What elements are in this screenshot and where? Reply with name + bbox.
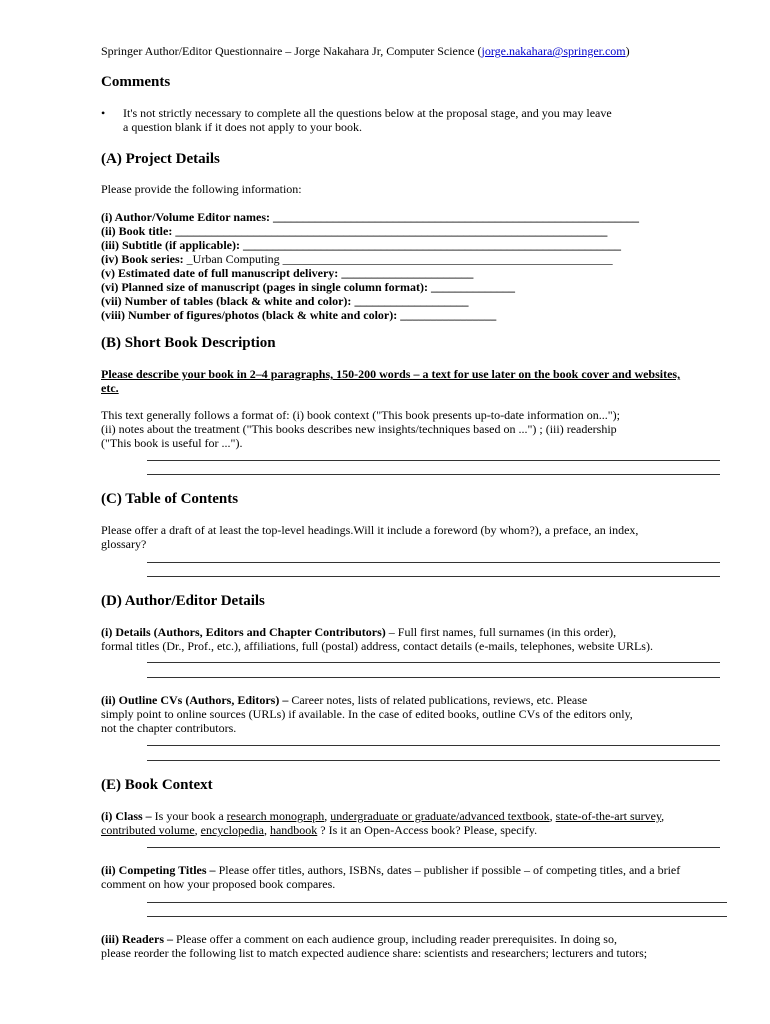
delivery-date-field[interactable]: (v) Estimated date of full manuscript delivery: ______________________ bbox=[101, 266, 474, 280]
section-a-heading: (A) Project Details bbox=[101, 151, 220, 167]
book-series-field[interactable]: (iv) Book series: _Urban Computing _______________________________________________________ bbox=[101, 252, 613, 266]
header-prefix: Springer Author/Editor Questionnaire – Jorge Nakahara Jr, Computer Science ( bbox=[101, 44, 482, 58]
readers-paragraph: (iii) Readers – Please offer a comment on each audience group, including reader prerequisites. In doing so, please reorder the following list to match expected audience share: scientists and researchers; lecturers and tutors; bbox=[101, 932, 648, 960]
competing-titles-paragraph: (ii) Competing Titles – Please offer titles, authors, ISBNs, dates – publisher if possible – of competing titles, and a brief comment on how your proposed book compares. bbox=[101, 863, 681, 891]
answer-line[interactable] bbox=[147, 847, 720, 848]
book-series-value: _Urban Computing bbox=[186, 252, 280, 266]
section-e-heading: (E) Book Context bbox=[101, 777, 213, 793]
comments-line-2: a question blank if it does not apply to your book. bbox=[123, 120, 362, 134]
section-c-body: Please offer a draft of at least the top-level headings.Will it include a foreword (by whom?), a preface, an index, glossary? bbox=[101, 523, 639, 551]
competing-titles-label: (ii) Competing Titles – bbox=[101, 863, 216, 877]
answer-line[interactable] bbox=[147, 902, 727, 903]
section-c-heading: (C) Table of Contents bbox=[101, 491, 239, 507]
manuscript-size-field[interactable]: (vi) Planned size of manuscript (pages in single column format): ______________ bbox=[101, 280, 515, 294]
answer-line[interactable] bbox=[147, 474, 720, 475]
answer-line[interactable] bbox=[147, 745, 720, 746]
comments-heading: Comments bbox=[101, 74, 171, 90]
answer-line[interactable] bbox=[147, 916, 727, 917]
details-label: (i) Details (Authors, Editors and Chapter Contributors) bbox=[101, 625, 386, 639]
outline-cv-paragraph: (ii) Outline CVs (Authors, Editors) – Career notes, lists of related publications, reviews, etc. Please simply point to online sources (URLs) if available. In the case of edited books, outline CVs of the editors only, not the chapter contributors. bbox=[101, 693, 633, 735]
class-paragraph: (i) Class – Is your book a research monograph, undergraduate or graduate/advanced textbook, state-of-the-art survey, contributed volume, encyclopedia, handbook ? Is it an Open-Access book? Please, specify. bbox=[101, 809, 665, 837]
project-details-fields bbox=[101, 210, 639, 322]
author-names-field[interactable]: (i) Author/Volume Editor names: _____________________________________________________________ bbox=[101, 210, 640, 224]
answer-line[interactable] bbox=[147, 460, 720, 461]
section-a-intro: Please provide the following information: bbox=[101, 182, 302, 196]
answer-line[interactable] bbox=[147, 562, 720, 563]
author-email-link[interactable]: jorge.nakahara@springer.com bbox=[481, 44, 626, 58]
outline-cv-label: (ii) Outline CVs (Authors, Editors) – bbox=[101, 693, 289, 707]
section-b-instruction: Please describe your book in 2–4 paragraphs, 150-200 words – a text for use later on the book cover and websites, etc. bbox=[101, 367, 681, 395]
tables-count-field[interactable]: (vii) Number of tables (black & white and color): ___________________ bbox=[101, 294, 469, 308]
answer-line[interactable] bbox=[147, 662, 720, 663]
section-d-heading: (D) Author/Editor Details bbox=[101, 593, 265, 609]
class-option-handbook[interactable]: handbook bbox=[269, 823, 318, 837]
class-option-textbook[interactable]: undergraduate or graduate/advanced textbook bbox=[330, 809, 550, 823]
class-option-survey[interactable]: state-of-the-art survey bbox=[555, 809, 662, 823]
section-b-heading: (B) Short Book Description bbox=[101, 335, 276, 351]
answer-line[interactable] bbox=[147, 576, 720, 577]
bullet-icon: • bbox=[101, 106, 106, 120]
document-header bbox=[101, 44, 630, 58]
comments-line-1: It's not strictly necessary to complete all the questions below at the proposal stage, and you may leave bbox=[123, 106, 612, 120]
details-paragraph: (i) Details (Authors, Editors and Chapter Contributors) – Full first names, full surnames (in this order), formal titles (Dr., Prof., etc.), affiliations, full (postal) address, contact details (e-mails, telephones, website URLs). bbox=[101, 625, 653, 653]
section-b-body: This text generally follows a format of: (i) book context ("This book presents up-to-date information on..."); (ii) notes about the treatment ("This books describes new insights/techniques based on ...") ; (iii) readership ("This book is useful for ..."). bbox=[101, 408, 621, 450]
class-option-research-monograph[interactable]: research monograph bbox=[226, 809, 325, 823]
answer-line[interactable] bbox=[147, 677, 720, 678]
figures-count-field[interactable]: (viii) Number of figures/photos (black & white and color): ________________ bbox=[101, 308, 497, 322]
subtitle-field[interactable]: (iii) Subtitle (if applicable): _______________________________________________________________ bbox=[101, 238, 621, 252]
book-title-field[interactable]: (ii) Book title: ________________________________________________________________________ bbox=[101, 224, 608, 238]
class-option-contributed-volume[interactable]: contributed volume bbox=[101, 823, 195, 837]
class-label: (i) Class – bbox=[101, 809, 152, 823]
answer-line[interactable] bbox=[147, 760, 720, 761]
class-option-encyclopedia[interactable]: encyclopedia bbox=[200, 823, 264, 837]
header-suffix: ) bbox=[625, 44, 630, 58]
readers-label: (iii) Readers – bbox=[101, 932, 173, 946]
